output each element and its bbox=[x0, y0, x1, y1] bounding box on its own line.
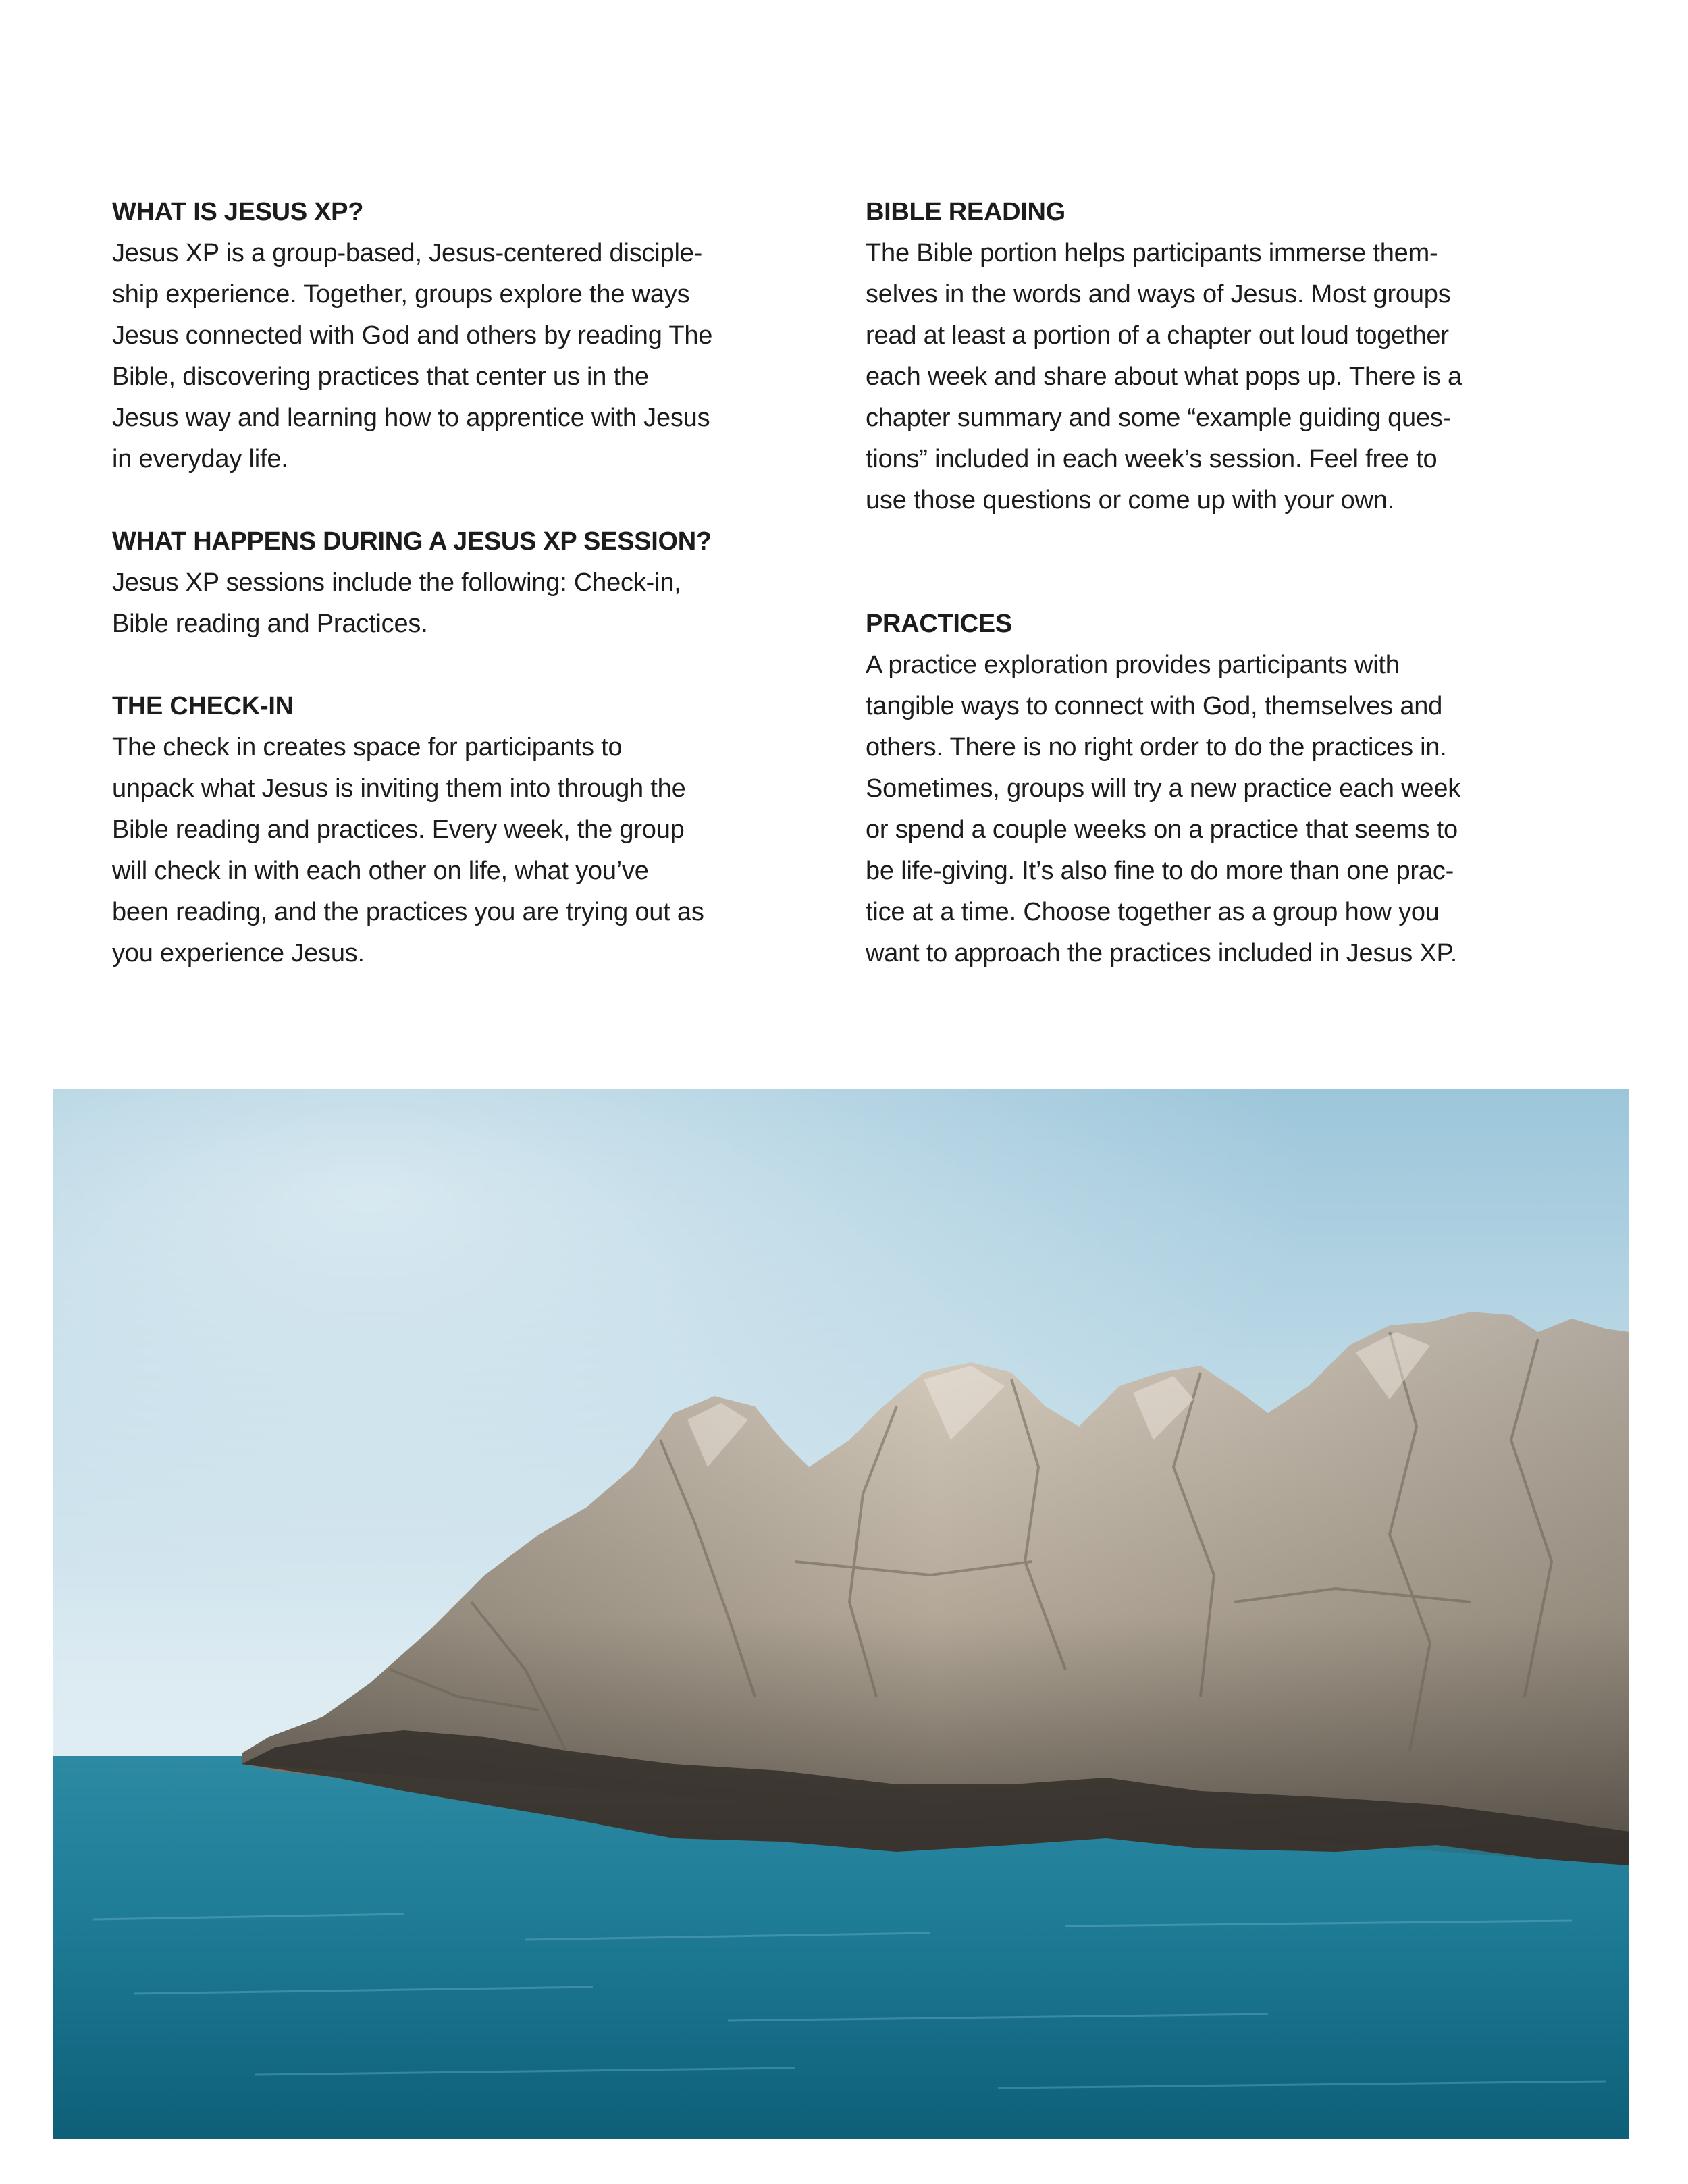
section-what-is-jesus-xp bbox=[112, 192, 760, 480]
body-line: in everyday life. bbox=[112, 445, 288, 473]
body-line: unpack what Jesus is inviting them into through the bbox=[112, 774, 686, 803]
body-line: selves in the words and ways of Jesus. Most groups bbox=[866, 280, 1451, 309]
section-check-in bbox=[112, 686, 760, 974]
body-line: you experience Jesus. bbox=[112, 939, 365, 967]
body-line: Sometimes, groups will try a new practice each week bbox=[866, 774, 1461, 803]
body-line: others. There is no right order to do the practices in. bbox=[866, 733, 1447, 762]
body-line: chapter summary and some “example guiding ques- bbox=[866, 404, 1452, 432]
body-line: A practice exploration provides participants with bbox=[866, 651, 1400, 679]
body-line: ship experience. Together, groups explore the ways bbox=[112, 280, 690, 309]
body-line: Bible reading and practices. Every week, the group bbox=[112, 816, 685, 844]
rocky-coast-illustration bbox=[53, 1089, 1629, 2139]
section-what-happens bbox=[112, 521, 760, 645]
body-line: use those questions or come up with your own. bbox=[866, 486, 1395, 514]
body-line: The check in creates space for participants to bbox=[112, 733, 623, 762]
right-column bbox=[866, 192, 1514, 974]
body-line: tice at a time. Choose together as a group how you bbox=[866, 898, 1440, 926]
section-heading: BIBLE READING bbox=[866, 198, 1065, 226]
body-line: will check in with each other on life, what you’ve bbox=[112, 857, 649, 885]
body-line: read at least a portion of a chapter out loud together bbox=[866, 321, 1449, 350]
section-heading: THE CHECK-IN bbox=[112, 692, 294, 720]
section-heading: WHAT IS JESUS XP? bbox=[112, 198, 364, 226]
body-line: each week and share about what pops up. There is a bbox=[866, 363, 1462, 391]
body-line: be life-giving. It’s also fine to do more than one prac- bbox=[866, 857, 1454, 885]
body-line: Jesus XP sessions include the following: Check-in, bbox=[112, 568, 681, 597]
section-practices bbox=[866, 604, 1514, 974]
body-line: been reading, and the practices you are trying out as bbox=[112, 898, 704, 926]
body-line: Bible reading and Practices. bbox=[112, 610, 428, 638]
body-line: Jesus connected with God and others by reading The bbox=[112, 321, 713, 350]
body-line: or spend a couple weeks on a practice that seems to bbox=[866, 816, 1458, 844]
body-line: Jesus XP is a group-based, Jesus-centered disciple- bbox=[112, 239, 703, 267]
body-line: tangible ways to connect with God, themselves and bbox=[866, 692, 1443, 720]
body-line: Bible, discovering practices that center us in the bbox=[112, 363, 649, 391]
body-line: The Bible portion helps participants immerse them- bbox=[866, 239, 1438, 267]
body-line: Jesus way and learning how to apprentice with Jesus bbox=[112, 404, 710, 432]
rocky-coast-photo bbox=[53, 1089, 1629, 2139]
body-line: want to approach the practices included in Jesus XP. bbox=[866, 939, 1458, 967]
section-bible-reading bbox=[866, 192, 1514, 521]
section-heading: PRACTICES bbox=[866, 610, 1012, 638]
section-heading: WHAT HAPPENS DURING A JESUS XP SESSION? bbox=[112, 527, 712, 556]
left-column bbox=[112, 192, 760, 974]
body-line: tions” included in each week’s session. Feel free to bbox=[866, 445, 1438, 473]
